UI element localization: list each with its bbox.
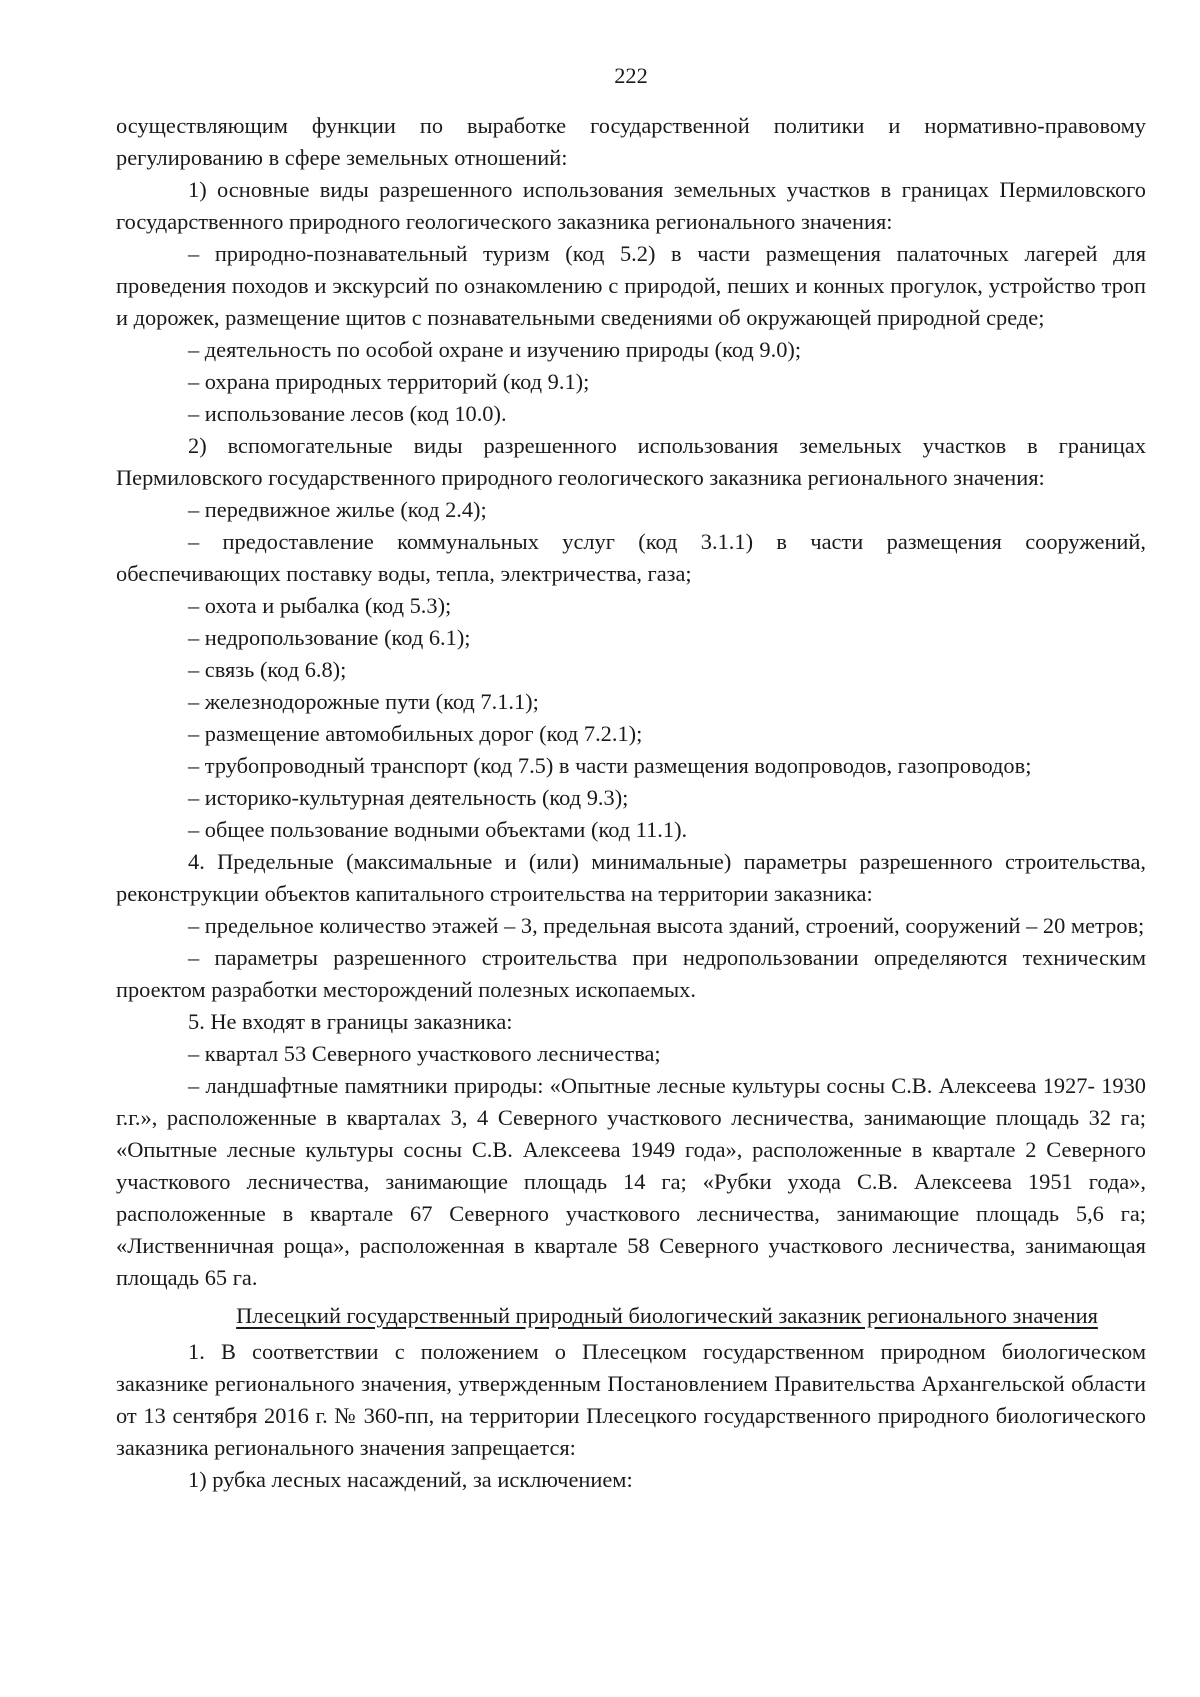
list-item: – трубопроводный транспорт (код 7.5) в части размещения водопроводов, газопроводов; <box>188 753 1032 778</box>
paragraph: 1) основные виды разрешенного использования земельных участков в границах Пермиловского государственного природного геологического заказника регионального значения: <box>116 177 1146 234</box>
paragraph: 2) вспомогательные виды разрешенного использования земельных участков в границах Пермиловского государственного природного геологического заказника регионального значения: <box>116 433 1146 490</box>
body-text-bottom <box>116 1336 1146 1496</box>
list-item: – железнодорожные пути (код 7.1.1); <box>188 689 539 714</box>
paragraph: 4. Предельные (максимальные и (или) минимальные) параметры разрешенного строительства, реконструкции объектов капитального строительства на территории заказника: <box>116 849 1146 906</box>
list-item: – параметры разрешенного строительства при недропользовании определяются техническим проектом разработки месторождений полезных ископаемых. <box>116 945 1146 1002</box>
list-item: – квартал 53 Северного участкового лесничества; <box>188 1041 661 1066</box>
paragraph: 5. Не входят в границы заказника: <box>188 1009 513 1034</box>
page-number: 222 <box>614 63 648 88</box>
list-item: – предельное количество этажей – 3, предельная высота зданий, строений, сооружений – 20 метров; <box>188 913 1145 938</box>
list-item: – охота и рыбалка (код 5.3); <box>188 593 452 618</box>
list-item: – передвижное жилье (код 2.4); <box>188 497 487 522</box>
list-item: – историко-культурная деятельность (код 9.3); <box>188 785 629 810</box>
paragraph: осуществляющим функции по выработке государственной политики и нормативно-правовому регулированию в сфере земельных отношений: <box>116 113 1146 170</box>
list-item: – недропользование (код 6.1); <box>188 625 471 650</box>
list-item: – деятельность по особой охране и изучению природы (код 9.0); <box>188 337 802 362</box>
list-item: – природно-познавательный туризм (код 5.2) в части размещения палаточных лагерей для проведения походов и экскурсий по ознакомлению с природой, пеших и конных прогулок, устройство троп и дорожек, размещение щитов с познавательными сведениями об окружающей природной среде; <box>116 241 1146 330</box>
document-page <box>116 60 1146 1496</box>
section-heading: Плесецкий государственный природный биологический заказник регионального значения <box>236 1303 1098 1328</box>
body-text-top <box>116 110 1146 1294</box>
list-item: – ландшафтные памятники природы: «Опытные лесные культуры сосны С.В. Алексеева 1927- 1930 г.г.», расположенные в кварталах 3, 4 Северного участкового лесничества, занимающие площадь 32 га; «Опытные лесные культуры сосны С.В. Алексеева 1949 года», расположенные в квартале 2 Северного участкового лесничества, занимающие площадь 14 га; «Рубки ухода С.В. Алексеева 1951 года», расположенные в квартале 67 Северного участкового лесничества, занимающие площадь 5,6 га; «Лиственничная роща», расположенная в квартале 58 Северного участкового лесничества, занимающая площадь 65 га. <box>116 1073 1146 1290</box>
list-item: – связь (код 6.8); <box>188 657 347 682</box>
list-item: – охрана природных территорий (код 9.1); <box>188 369 590 394</box>
list-item: – использование лесов (код 10.0). <box>188 401 507 426</box>
list-item: – общее пользование водными объектами (код 11.1). <box>188 817 688 842</box>
list-item: – предоставление коммунальных услуг (код 3.1.1) в части размещения сооружений, обеспечивающих поставку воды, тепла, электричества, газа; <box>116 529 1146 586</box>
paragraph: 1. В соответствии с положением о Плесецком государственном природном биологическом заказнике регионального значения, утвержденным Постановлением Правительства Архангельской области от 13 сентября 2016 г. № 360-пп, на территории Плесецкого государственного природного биологического заказника регионального значения запрещается: <box>116 1339 1146 1460</box>
list-item: 1) рубка лесных насаждений, за исключением: <box>188 1467 633 1492</box>
list-item: – размещение автомобильных дорог (код 7.2.1); <box>188 721 643 746</box>
